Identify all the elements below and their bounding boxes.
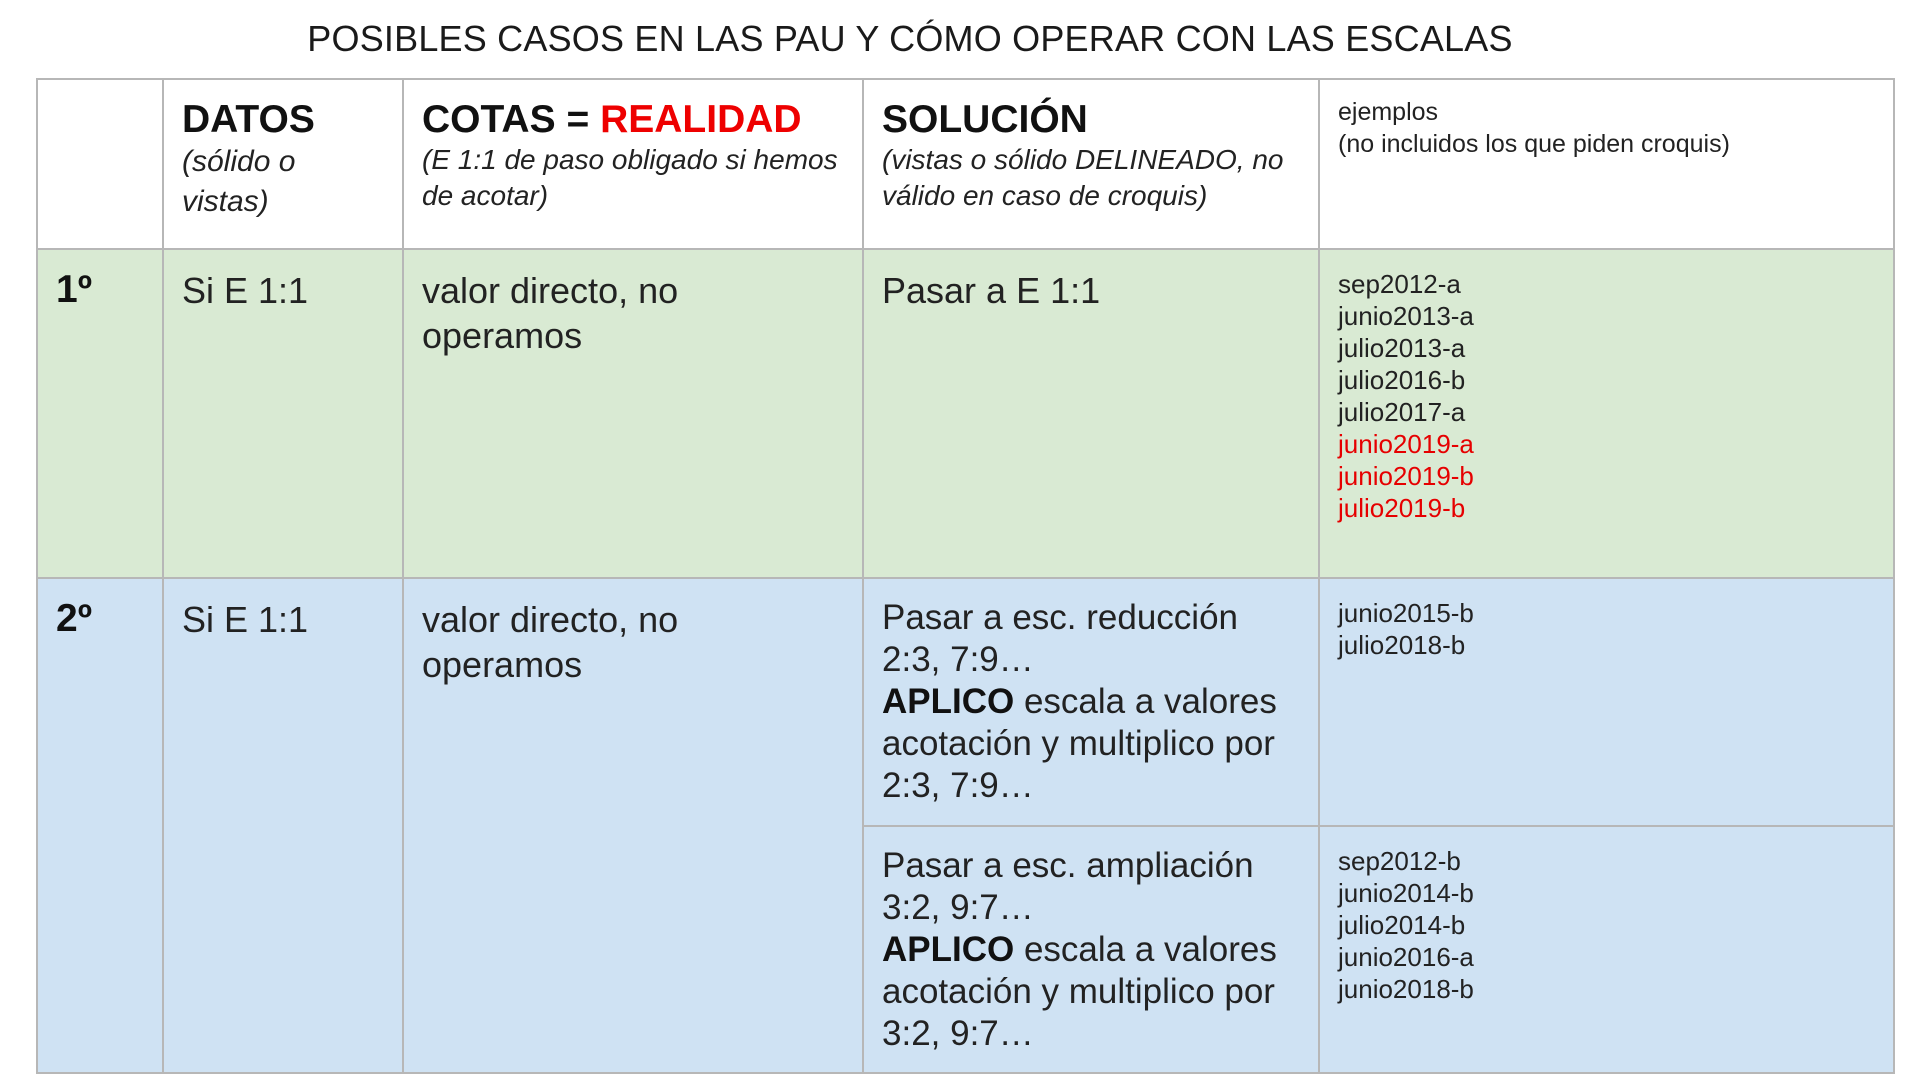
example-item: junio2018-b — [1338, 974, 1474, 1004]
header-cotas-sub: (E 1:1 de paso obligado si hemos de acotar) — [422, 144, 838, 211]
header-cotas — [403, 79, 863, 249]
header-cotas-label-red: REALIDAD — [600, 98, 802, 141]
row-datos-cell — [163, 578, 403, 1073]
row-solucion-reduccion-cell — [863, 578, 1319, 826]
table-header-row — [37, 79, 1894, 249]
solucion-ampliacion-line1: Pasar a esc. ampliación 3:2, 9:7… — [882, 846, 1254, 927]
header-solucion — [863, 79, 1319, 249]
examples-list — [1338, 268, 1875, 524]
example-item: junio2016-a — [1338, 942, 1474, 972]
example-item: junio2014-b — [1338, 878, 1474, 908]
header-datos — [163, 79, 403, 249]
example-item: sep2012-b — [1338, 846, 1461, 876]
row-number-cell — [37, 249, 163, 578]
solucion-ampliacion-rest: escala a valores acotación y multiplico por 3:2, 9:7… — [882, 930, 1277, 1053]
header-ejemplos — [1319, 79, 1894, 249]
row-solucion-ampliacion-cell — [863, 826, 1319, 1073]
header-datos-sub: (sólido o vistas) — [182, 145, 296, 218]
example-item: julio2013-a — [1338, 333, 1466, 363]
example-item: julio2016-b — [1338, 365, 1466, 395]
header-cotas-label: COTAS = — [422, 98, 601, 141]
row-number: 1º — [56, 268, 92, 311]
row-datos-cell — [163, 249, 403, 578]
solucion-reduccion-bold: APLICO — [882, 682, 1015, 721]
solucion-ampliacion-line2 — [882, 929, 1300, 1055]
example-item: julio2018-b — [1338, 630, 1466, 660]
row-ejemplos-cell — [1319, 578, 1894, 826]
row-number-cell — [37, 578, 163, 1073]
row-datos: Si E 1:1 — [182, 599, 309, 640]
example-item: junio2019-b — [1338, 461, 1474, 491]
example-item: junio2015-b — [1338, 598, 1474, 628]
row-number: 2º — [56, 597, 92, 640]
row-cotas-cell — [403, 578, 863, 1073]
row-ejemplos-cell — [1319, 249, 1894, 578]
table-row — [37, 578, 1894, 826]
header-solucion-sub: (vistas o sólido DELINEADO, no válido en caso de croquis) — [882, 144, 1284, 211]
example-item: julio2017-a — [1338, 397, 1466, 427]
table-row — [37, 249, 1894, 578]
row-cotas-cell — [403, 249, 863, 578]
example-item: julio2019-b — [1338, 493, 1466, 523]
header-ejemplos-sub: (no incluidos los que piden croquis) — [1338, 130, 1730, 158]
example-item: julio2014-b — [1338, 910, 1466, 940]
row-cotas: valor directo, no operamos — [422, 270, 679, 356]
header-empty-cell — [37, 79, 163, 249]
solucion-ampliacion-bold: APLICO — [882, 930, 1015, 969]
example-item: junio2019-a — [1338, 429, 1474, 459]
solucion-reduccion-line2 — [882, 681, 1300, 807]
header-datos-label: DATOS — [182, 98, 315, 141]
examples-list — [1338, 597, 1875, 661]
row-datos: Si E 1:1 — [182, 270, 309, 311]
row-ejemplos-cell — [1319, 826, 1894, 1073]
examples-list — [1338, 845, 1875, 1005]
header-cotas-label-wrap — [422, 98, 844, 142]
scales-table — [36, 78, 1895, 1074]
row-cotas: valor directo, no operamos — [422, 599, 679, 685]
row-solucion-cell — [863, 249, 1319, 578]
example-item: sep2012-a — [1338, 269, 1461, 299]
solucion-reduccion-line1: Pasar a esc. reducción 2:3, 7:9… — [882, 598, 1239, 679]
example-item: junio2013-a — [1338, 301, 1474, 331]
header-solucion-label: SOLUCIÓN — [882, 98, 1088, 141]
row-solucion: Pasar a E 1:1 — [882, 270, 1101, 311]
solucion-reduccion-rest: escala a valores acotación y multiplico por 2:3, 7:9… — [882, 682, 1277, 805]
header-ejemplos-label: ejemplos — [1338, 98, 1439, 126]
page-title: POSIBLES CASOS EN LAS PAU Y CÓMO OPERAR CON LAS ESCALAS — [307, 18, 1513, 59]
